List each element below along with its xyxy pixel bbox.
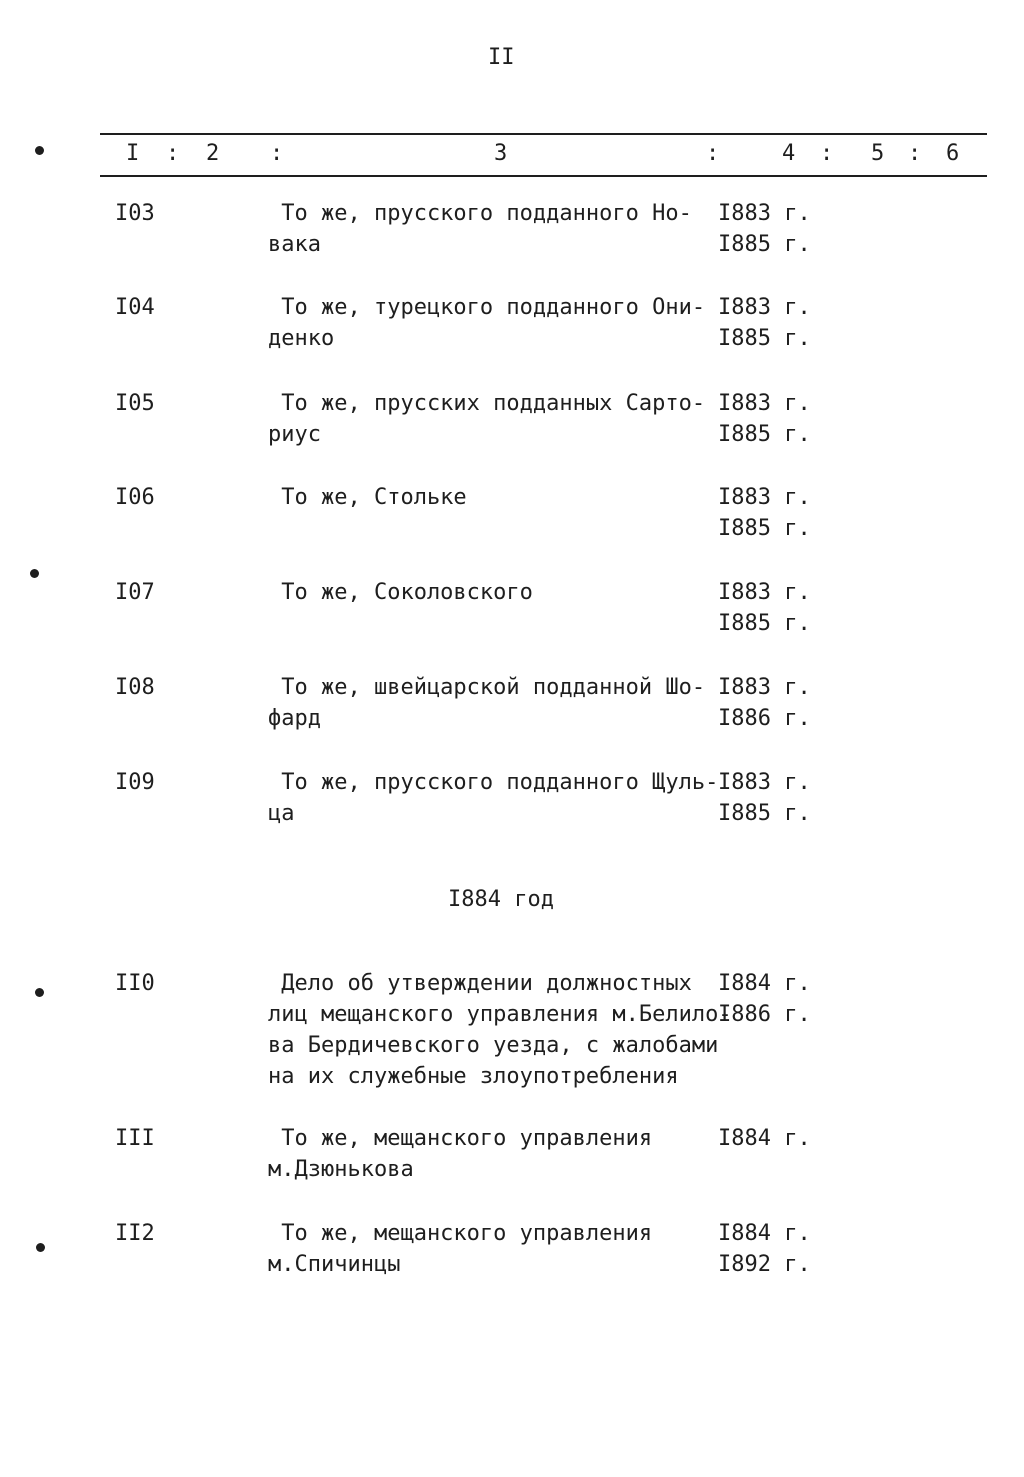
entry-description: лиц мещанского управления м.Белило- <box>268 1002 732 1027</box>
entry-date: I885 г. <box>718 232 811 257</box>
header-top-rule <box>100 133 987 135</box>
entry-description: То же, прусских подданных Сарто- <box>268 391 706 416</box>
entry-number: III <box>115 1126 155 1151</box>
entry-description: на их служебные злоупотребления <box>268 1064 679 1089</box>
entry-description: риус <box>268 422 321 447</box>
entry-description: То же, мещанского управления <box>268 1221 653 1246</box>
entry-number: I09 <box>115 770 155 795</box>
entry-description: денко <box>268 326 335 351</box>
punch-hole <box>36 1243 45 1252</box>
column-header-5: 5 <box>871 141 885 166</box>
punch-hole <box>35 146 44 155</box>
entry-description: м.Спичинцы <box>268 1252 401 1277</box>
punch-hole <box>30 569 39 578</box>
entry-description: То же, мещанского управления <box>268 1126 653 1151</box>
entry-date: I884 г. <box>718 971 811 996</box>
entry-date: I885 г. <box>718 422 811 447</box>
entry-date: I883 г. <box>718 295 811 320</box>
entry-description: вака <box>268 232 321 257</box>
column-header-3: 3 <box>494 141 508 166</box>
column-header-6: 6 <box>946 141 960 166</box>
entry-date: I892 г. <box>718 1252 811 1277</box>
column-separator: : <box>908 141 922 166</box>
punch-hole <box>35 988 44 997</box>
section-year-heading: I884 год <box>448 887 554 912</box>
entry-number: II0 <box>115 971 155 996</box>
entry-description: ца <box>268 801 295 826</box>
entry-number: I07 <box>115 580 155 605</box>
header-bottom-rule <box>100 175 987 177</box>
column-header-4: 4 <box>782 141 796 166</box>
entry-date: I883 г. <box>718 580 811 605</box>
column-separator: : <box>820 141 834 166</box>
entry-description: То же, прусского подданного Но- <box>268 201 692 226</box>
entry-date: I885 г. <box>718 516 811 541</box>
entry-number: II2 <box>115 1221 155 1246</box>
entry-date: I883 г. <box>718 770 811 795</box>
entry-date: I884 г. <box>718 1126 811 1151</box>
entry-date: I886 г. <box>718 706 811 731</box>
entry-description: То же, турецкого подданного Они- <box>268 295 706 320</box>
entry-description: м.Дзюнькова <box>268 1157 414 1182</box>
entry-date: I883 г. <box>718 485 811 510</box>
entry-number: I04 <box>115 295 155 320</box>
column-header-2: 2 <box>206 141 220 166</box>
entry-date: I883 г. <box>718 201 811 226</box>
entry-date: I885 г. <box>718 326 811 351</box>
entry-date: I886 г. <box>718 1002 811 1027</box>
entry-number: I03 <box>115 201 155 226</box>
entry-date: I885 г. <box>718 611 811 636</box>
entry-description: фард <box>268 706 321 731</box>
entry-description: ва Бердичевского уезда, с жалобами <box>268 1033 719 1058</box>
column-separator: : <box>270 141 284 166</box>
entry-description: То же, Стольке <box>268 485 467 510</box>
entry-description: Дело об утверждении должностных <box>268 971 692 996</box>
entry-description: То же, прусского подданного Щуль- <box>268 770 719 795</box>
entry-date: I884 г. <box>718 1221 811 1246</box>
entry-date: I885 г. <box>718 801 811 826</box>
column-separator: : <box>706 141 720 166</box>
entry-number: I06 <box>115 485 155 510</box>
entry-date: I883 г. <box>718 391 811 416</box>
entry-number: I05 <box>115 391 155 416</box>
entry-description: То же, Соколовского <box>268 580 533 605</box>
page-number: II <box>488 45 515 70</box>
entry-number: I08 <box>115 675 155 700</box>
entry-description: То же, швейцарской подданной Шо- <box>268 675 706 700</box>
column-header-1: I <box>126 141 140 166</box>
entry-date: I883 г. <box>718 675 811 700</box>
column-separator: : <box>166 141 180 166</box>
